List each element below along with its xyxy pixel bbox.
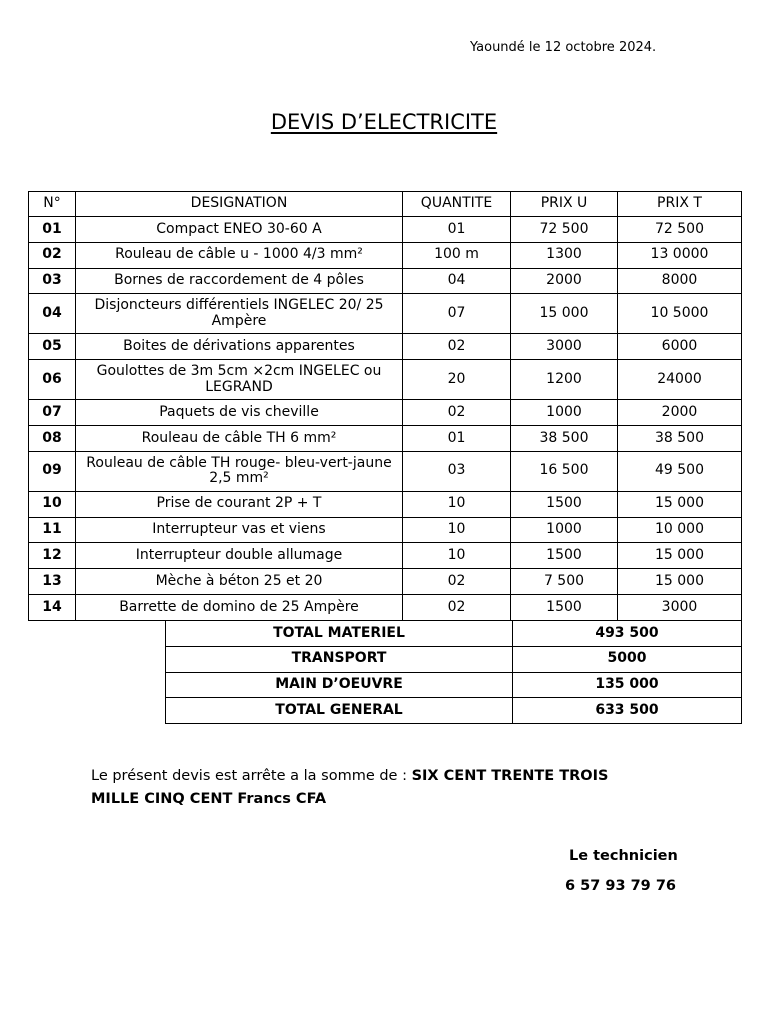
row-quantity: 100 m	[403, 242, 511, 268]
table-row	[29, 569, 742, 595]
document-title: DEVIS D’ELECTRICITE	[270, 110, 498, 134]
row-unit-price: 1500	[511, 594, 618, 620]
table-row	[29, 425, 742, 451]
row-quantity: 02	[403, 334, 511, 360]
row-number: 01	[29, 217, 76, 243]
row-number: 14	[29, 594, 76, 620]
table-row	[29, 400, 742, 426]
row-number: 06	[29, 360, 76, 400]
row-number: 11	[29, 517, 76, 543]
row-total-price: 8000	[618, 268, 742, 294]
amount-in-words-line-1: SIX CENT TRENTE TROIS	[411, 768, 609, 784]
row-quantity: 10	[403, 517, 511, 543]
row-designation: Compact ENEO 30-60 A	[76, 217, 403, 243]
row-unit-price: 1500	[511, 543, 618, 569]
row-unit-price: 3000	[511, 334, 618, 360]
row-designation: Barrette de domino de 25 Ampère	[76, 594, 403, 620]
row-designation: Prise de courant 2P + T	[76, 491, 403, 517]
row-quantity: 03	[403, 451, 511, 491]
row-total-price: 24000	[618, 360, 742, 400]
totals-value: 633 500	[513, 698, 742, 724]
row-unit-price: 1000	[511, 400, 618, 426]
amount-sentence-text: Le présent devis est arrête a la somme de :	[91, 768, 412, 784]
row-unit-price: 1200	[511, 360, 618, 400]
table-row	[29, 543, 742, 569]
document-date: Yaoundé le 12 octobre 2024.	[470, 40, 657, 55]
row-designation: Goulottes de 3m 5cm ×2cm INGELEC ou LEGRAND	[76, 360, 403, 400]
row-designation: Interrupteur vas et viens	[76, 517, 403, 543]
items-table	[28, 191, 742, 621]
row-unit-price: 7 500	[511, 569, 618, 595]
row-total-price: 15 000	[618, 569, 742, 595]
row-designation: Disjoncteurs différentiels INGELEC 20/ 25 Ampère	[76, 294, 403, 334]
table-row	[29, 491, 742, 517]
amount-sentence	[91, 765, 711, 811]
totals-label: TOTAL GENERAL	[166, 698, 513, 724]
technician-label: Le technicien	[569, 848, 678, 864]
table-row	[29, 517, 742, 543]
row-unit-price: 2000	[511, 268, 618, 294]
row-total-price: 38 500	[618, 425, 742, 451]
table-row	[29, 594, 742, 620]
row-designation: Boites de dérivations apparentes	[76, 334, 403, 360]
table-header-row	[29, 192, 742, 217]
row-number: 04	[29, 294, 76, 334]
row-quantity: 02	[403, 594, 511, 620]
totals-row	[166, 646, 742, 672]
row-total-price: 15 000	[618, 491, 742, 517]
row-quantity: 01	[403, 217, 511, 243]
row-designation: Bornes de raccordement de 4 pôles	[76, 268, 403, 294]
row-unit-price: 15 000	[511, 294, 618, 334]
items-table-body	[29, 217, 742, 621]
table-row	[29, 360, 742, 400]
row-designation: Rouleau de câble TH rouge- bleu-vert-jaune 2,5 mm²	[76, 451, 403, 491]
totals-row	[166, 621, 742, 647]
row-designation: Paquets de vis cheville	[76, 400, 403, 426]
totals-row	[166, 698, 742, 724]
technician-phone: 6 57 93 79 76	[565, 878, 676, 894]
row-number: 13	[29, 569, 76, 595]
table-row	[29, 294, 742, 334]
row-designation: Rouleau de câble TH 6 mm²	[76, 425, 403, 451]
column-header-quantity: QUANTITE	[403, 192, 511, 217]
row-unit-price: 72 500	[511, 217, 618, 243]
row-total-price: 72 500	[618, 217, 742, 243]
totals-label: TOTAL MATERIEL	[166, 621, 513, 647]
row-total-price: 15 000	[618, 543, 742, 569]
row-total-price: 3000	[618, 594, 742, 620]
row-quantity: 02	[403, 569, 511, 595]
amount-in-words-line-2: MILLE CINQ CENT Francs CFA	[91, 791, 327, 807]
table-row	[29, 242, 742, 268]
totals-row	[166, 672, 742, 698]
row-quantity: 02	[403, 400, 511, 426]
row-unit-price: 1000	[511, 517, 618, 543]
row-quantity: 01	[403, 425, 511, 451]
row-unit-price: 1500	[511, 491, 618, 517]
totals-value: 5000	[513, 646, 742, 672]
row-number: 09	[29, 451, 76, 491]
row-total-price: 10 000	[618, 517, 742, 543]
table-row	[29, 268, 742, 294]
row-quantity: 20	[403, 360, 511, 400]
row-unit-price: 1300	[511, 242, 618, 268]
row-total-price: 2000	[618, 400, 742, 426]
row-quantity: 04	[403, 268, 511, 294]
row-number: 10	[29, 491, 76, 517]
totals-label: TRANSPORT	[166, 646, 513, 672]
row-total-price: 49 500	[618, 451, 742, 491]
row-designation: Rouleau de câble u - 1000 4/3 mm²	[76, 242, 403, 268]
row-total-price: 13 0000	[618, 242, 742, 268]
row-total-price: 6000	[618, 334, 742, 360]
table-row	[29, 334, 742, 360]
row-quantity: 07	[403, 294, 511, 334]
row-number: 07	[29, 400, 76, 426]
column-header-designation: DESIGNATION	[76, 192, 403, 217]
column-header-unit-price: PRIX U	[511, 192, 618, 217]
table-row	[29, 451, 742, 491]
row-designation: Interrupteur double allumage	[76, 543, 403, 569]
totals-value: 493 500	[513, 621, 742, 647]
row-quantity: 10	[403, 491, 511, 517]
totals-table-body	[166, 621, 742, 724]
column-header-total-price: PRIX T	[618, 192, 742, 217]
row-designation: Mèche à béton 25 et 20	[76, 569, 403, 595]
row-number: 03	[29, 268, 76, 294]
totals-label: MAIN D’OEUVRE	[166, 672, 513, 698]
row-number: 05	[29, 334, 76, 360]
row-number: 08	[29, 425, 76, 451]
row-unit-price: 38 500	[511, 425, 618, 451]
row-quantity: 10	[403, 543, 511, 569]
row-unit-price: 16 500	[511, 451, 618, 491]
row-number: 02	[29, 242, 76, 268]
row-total-price: 10 5000	[618, 294, 742, 334]
row-number: 12	[29, 543, 76, 569]
column-header-number: N°	[29, 192, 76, 217]
table-row	[29, 217, 742, 243]
totals-value: 135 000	[513, 672, 742, 698]
totals-table	[165, 620, 742, 724]
